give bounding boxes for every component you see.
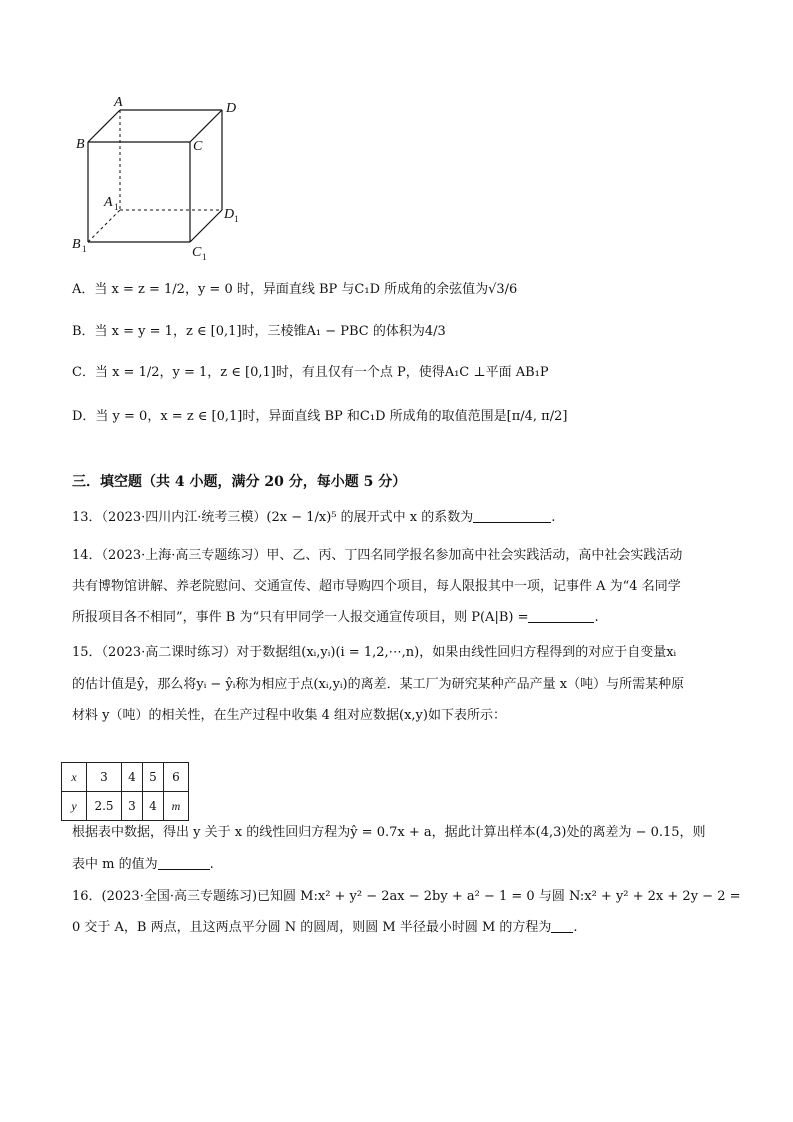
section-title: 三．填空题（共 4 小题，满分 20 分，每小题 5 分） xyxy=(72,474,407,490)
answer-blank-13 xyxy=(473,508,551,523)
question-15-line-5 xyxy=(72,855,732,875)
label-B1: B xyxy=(72,237,81,252)
question-13-end: . xyxy=(551,510,556,525)
label-C: C xyxy=(193,139,203,154)
table-cell: 4 xyxy=(143,792,164,821)
question-15-end: . xyxy=(209,857,214,872)
table-row-x xyxy=(62,763,189,792)
table-cell: 2.5 xyxy=(87,792,122,821)
label-B: B xyxy=(76,137,85,152)
label-D: D xyxy=(226,101,237,116)
option-b: B．当 x = y = 1，z ∈ [0,1]时，三棱锥A₁ − PBC 的体积为4/3 xyxy=(72,324,446,339)
question-14-end: . xyxy=(594,610,599,625)
question-15-line-3: 材料 y（吨）的相关性，在生产过程中收集 4 组对应数据(x,y)如下表所示： xyxy=(72,708,506,723)
question-15-line-5-text: 表中 m 的值为 xyxy=(72,857,158,872)
question-16-line-2 xyxy=(72,918,732,938)
label-C1-sub: 1 xyxy=(202,252,207,262)
label-A1: A xyxy=(104,195,113,210)
question-14-line-1: 14．（2023·上海·高三专题练习）甲、乙、丙、丁四名同学报名参加高中社会实践活动，高中社会实践活动 xyxy=(72,548,683,563)
answer-blank-15 xyxy=(158,855,210,870)
table-cell: 3 xyxy=(87,763,122,792)
table-cell: x xyxy=(62,763,87,792)
table-cell: m xyxy=(164,792,189,821)
question-14-line-3-text: 所报项目各不相同”，事件 B 为“只有甲同学一人报交通宣传项目，则 P(A|B) = xyxy=(72,610,529,625)
question-16-end: . xyxy=(573,920,578,935)
label-C1: C xyxy=(192,245,202,260)
question-14-line-2: 共有博物馆讲解、养老院慰问、交通宣传、超市导购四个项目，每人限报其中一项，记事件 A 为“4 名同学 xyxy=(72,579,681,594)
cube-figure xyxy=(66,92,256,262)
table-row-y xyxy=(62,792,189,821)
table-cell: y xyxy=(62,792,87,821)
question-14-line-3 xyxy=(72,608,732,628)
answer-blank-14 xyxy=(528,608,594,623)
table-cell: 6 xyxy=(164,763,189,792)
answer-blank-16 xyxy=(551,918,573,933)
question-15-line-4: 根据表中数据，得出 y 关于 x 的线性回归方程为ŷ = 0.7x + a，据此计算出样本(4,3)处的离差为 − 0.15，则 xyxy=(72,825,706,840)
label-D1-sub: 1 xyxy=(234,214,239,224)
question-16-line-1: 16．(2023·全国·高三专题练习)已知圆 M:x² + y² − 2ax − 2by + a² − 1 = 0 与圆 N:x² + y² + 2x + 2y − 2 = xyxy=(72,889,741,904)
question-15-line-1: 15．（2023·高二课时练习）对于数据组(xᵢ,yᵢ)(i = 1,2,⋯,n)，如果由线性回归方程得到的对应于自变量xᵢ xyxy=(72,645,677,660)
table-cell: 3 xyxy=(122,792,143,821)
table-cell: 5 xyxy=(143,763,164,792)
label-A: A xyxy=(114,95,123,110)
cube-diagram xyxy=(66,92,256,262)
label-B1-sub: 1 xyxy=(82,244,87,254)
option-d: D．当 y = 0，x = z ∈ [0,1]时，异面直线 BP 和C₁D 所成角的取值范围是[π/4, π/2] xyxy=(72,409,568,424)
option-a: A．当 x = z = 1/2，y = 0 时，异面直线 BP 与C₁D 所成角的余弦值为√3/6 xyxy=(72,282,518,297)
data-table xyxy=(61,762,189,821)
table-cell: 4 xyxy=(122,763,143,792)
question-13-text: 13．（2023·四川内江·统考三模）(2x − 1/x)⁵ 的展开式中 x 的系数为 xyxy=(72,510,474,525)
label-A1-sub: 1 xyxy=(114,202,119,212)
label-D1: D xyxy=(224,207,235,222)
option-c: C．当 x = 1/2，y = 1，z ∈ [0,1]时，有且仅有一个点 P，使得A₁C ⊥平面 AB₁P xyxy=(72,365,549,380)
question-13 xyxy=(72,508,732,528)
question-15-line-2: 的估计值是ŷ，那么将yᵢ − ŷᵢ称为相应于点(xᵢ,yᵢ)的离差．某工厂为研究某种产品产量 x（吨）与所需某种原 xyxy=(72,677,685,692)
question-16-line-2-text: 0 交于 A，B 两点，且这两点平分圆 N 的圆周，则圆 M 半径最小时圆 M 的方程为 xyxy=(72,920,552,935)
